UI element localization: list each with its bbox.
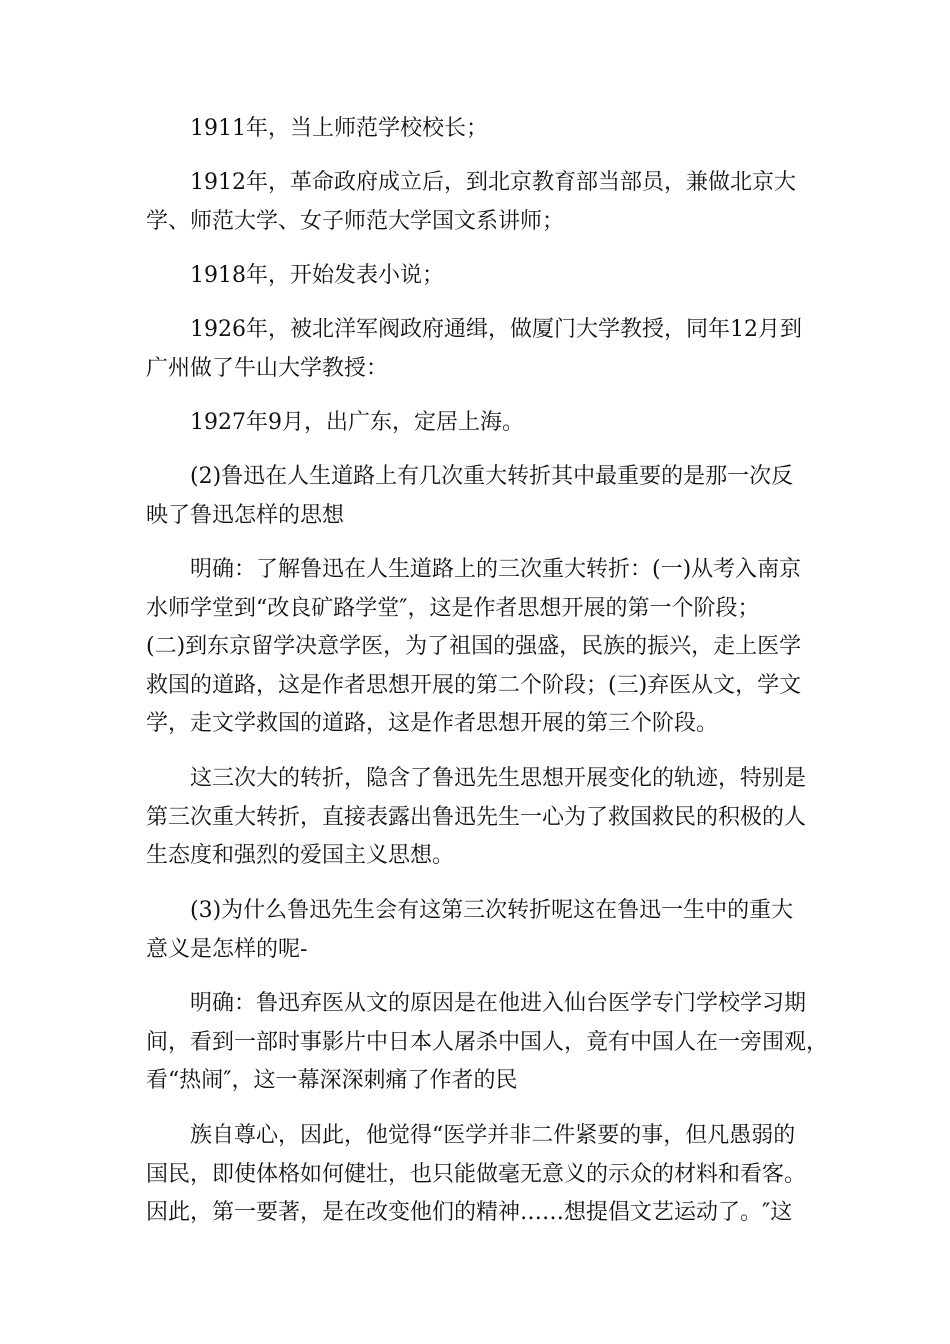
text-line: 这三次大的转折，隐含了鲁迅先生思想开展变化的轨迹，特别是 (146, 766, 807, 791)
text-line: (二)到东京留学决意学医，为了祖国的强盛，民族的振兴，走上医学 (146, 634, 802, 659)
text-line: 水师学堂到“改良矿路学堂″，这是作者思想开展的第一个阶段； (146, 595, 760, 621)
text-line: 学，走文学救国的道路，这是作者思想开展的第三个阶段。 (146, 711, 719, 736)
text-line: 1927年9月，出广东，定居上海。 (146, 410, 524, 435)
question-3 (146, 892, 806, 969)
paragraph-national-pride (146, 1117, 806, 1233)
text-line: 看“热闹″，这一幕深深刺痛了作者的民 (146, 1068, 518, 1093)
text-line: 1918年，开始发表小说； (146, 263, 444, 288)
text-line: 意义是怎样的呢- (146, 936, 308, 962)
text-line: 1911年，当上师范学校校长； (146, 116, 488, 141)
text-line: 映了鲁迅怎样的思想 (146, 502, 345, 528)
text-line: 救国的道路，这是作者思想开展的第二个阶段；(三)弃医从文，学文 (146, 672, 802, 698)
paragraph-1912 (146, 164, 806, 241)
answer-3 (146, 985, 829, 1101)
text-line: 明确：了解鲁迅在人生道路上的三次重大转折：(一)从考入南京 (146, 557, 802, 582)
text-line: 广州做了牛山大学教授： (146, 355, 389, 381)
text-line: 学、师范大学、女子师范大学国文系讲师； (146, 208, 565, 234)
text-line: 因此，第一要著，是在改变他们的精神……想提倡文艺运动了。″这 (146, 1200, 793, 1225)
paragraph-1918 (146, 257, 806, 296)
text-line: 第三次重大转折，直接表露出鲁迅先生一心为了救国救民的积极的人 (146, 804, 807, 830)
text-line: 间，看到一部时事影片中日本人屠杀中国人，竟有中国人在一旁围观， (146, 1029, 829, 1055)
paragraph-1926 (146, 311, 806, 388)
answer-2 (146, 551, 806, 744)
text-line: 生态度和强烈的爱国主义思想。 (146, 843, 455, 868)
paragraph-1927 (146, 404, 806, 443)
text-line: 1926年，被北洋军阀政府通缉，做厦门大学教授，同年12月到 (146, 317, 802, 342)
text-line: (2)鲁迅在人生道路上有几次重大转折其中最重要的是那一次反 (146, 464, 794, 489)
paragraph-three-turns (146, 760, 806, 876)
question-2 (146, 458, 806, 535)
text-line: 明确：鲁迅弃医从文的原因是在他进入仙台医学专门学校学习期 (146, 991, 807, 1016)
text-line: (3)为什么鲁迅先生会有这第三次转折呢这在鲁迅一生中的重大 (146, 898, 794, 923)
paragraph-1911 (146, 110, 806, 149)
text-line: 1912年，革命政府成立后，到北京教育部当部员，兼做北京大 (146, 170, 796, 195)
text-line: 族自尊心，因此，他觉得“医学并非二件紧要的事，但凡愚弱的 (146, 1123, 796, 1148)
text-line: 国民，即使体格如何健壮，也只能做毫无意义的示众的材料和看客。 (146, 1161, 807, 1187)
